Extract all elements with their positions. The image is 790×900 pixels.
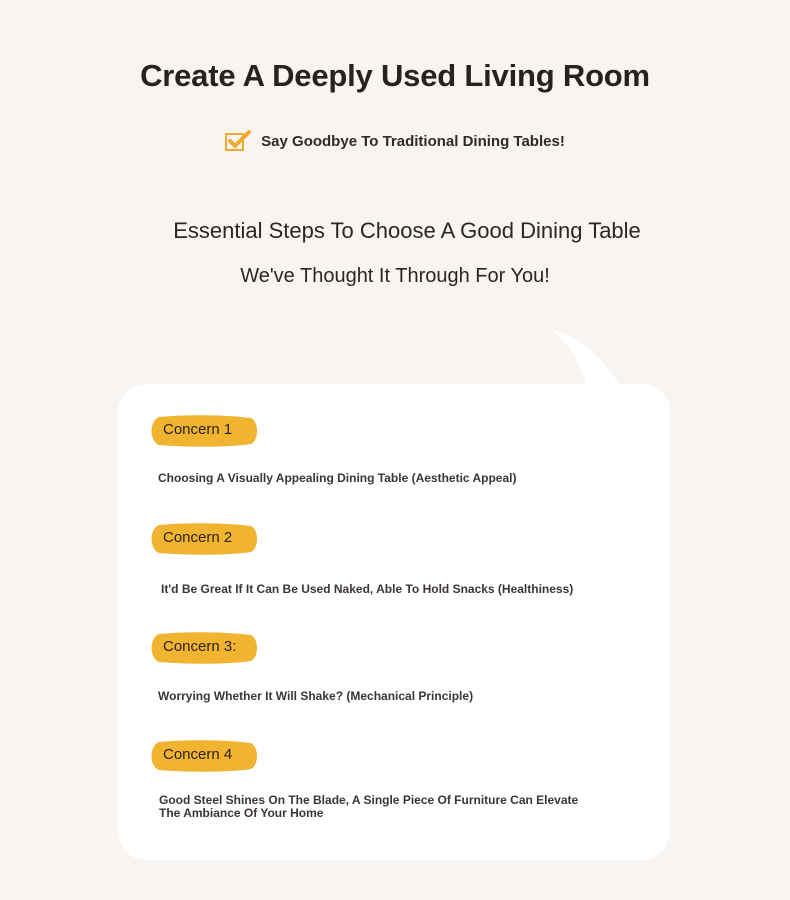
subtitle-text: Say Goodbye To Traditional Dining Tables! xyxy=(261,132,565,150)
section-subheading: We've Thought It Through For You! xyxy=(240,265,550,287)
concern-label-2: Concern 2 xyxy=(163,529,233,546)
concern-label-3: Concern 3: xyxy=(163,638,237,655)
concerns-card xyxy=(118,384,670,860)
concern-badge-3 xyxy=(149,631,259,665)
concern-description-3: Worrying Whether It Will Shake? (Mechanical Principle) xyxy=(158,689,474,703)
concern-label-1: Concern 1 xyxy=(163,421,233,438)
concern-description-1: Choosing A Visually Appealing Dining Table (Aesthetic Appeal) xyxy=(158,471,517,485)
page-title: Create A Deeply Used Living Room xyxy=(140,58,650,93)
concern-description-4: Good Steel Shines On The Blade, A Single Piece Of Furniture Can Elevate The Ambiance Of Your Home xyxy=(159,793,579,820)
subtitle-row xyxy=(0,130,790,152)
concern-description-2: It'd Be Great If It Can Be Used Naked, Able To Hold Snacks (Healthiness) xyxy=(161,582,574,596)
concern-badge-2 xyxy=(149,522,259,556)
section-heading: Essential Steps To Choose A Good Dining Table xyxy=(173,218,641,243)
checkmark-icon xyxy=(225,130,251,152)
concern-badge-4 xyxy=(149,739,259,773)
concern-label-4: Concern 4 xyxy=(163,746,233,763)
concern-badge-1 xyxy=(149,414,259,448)
